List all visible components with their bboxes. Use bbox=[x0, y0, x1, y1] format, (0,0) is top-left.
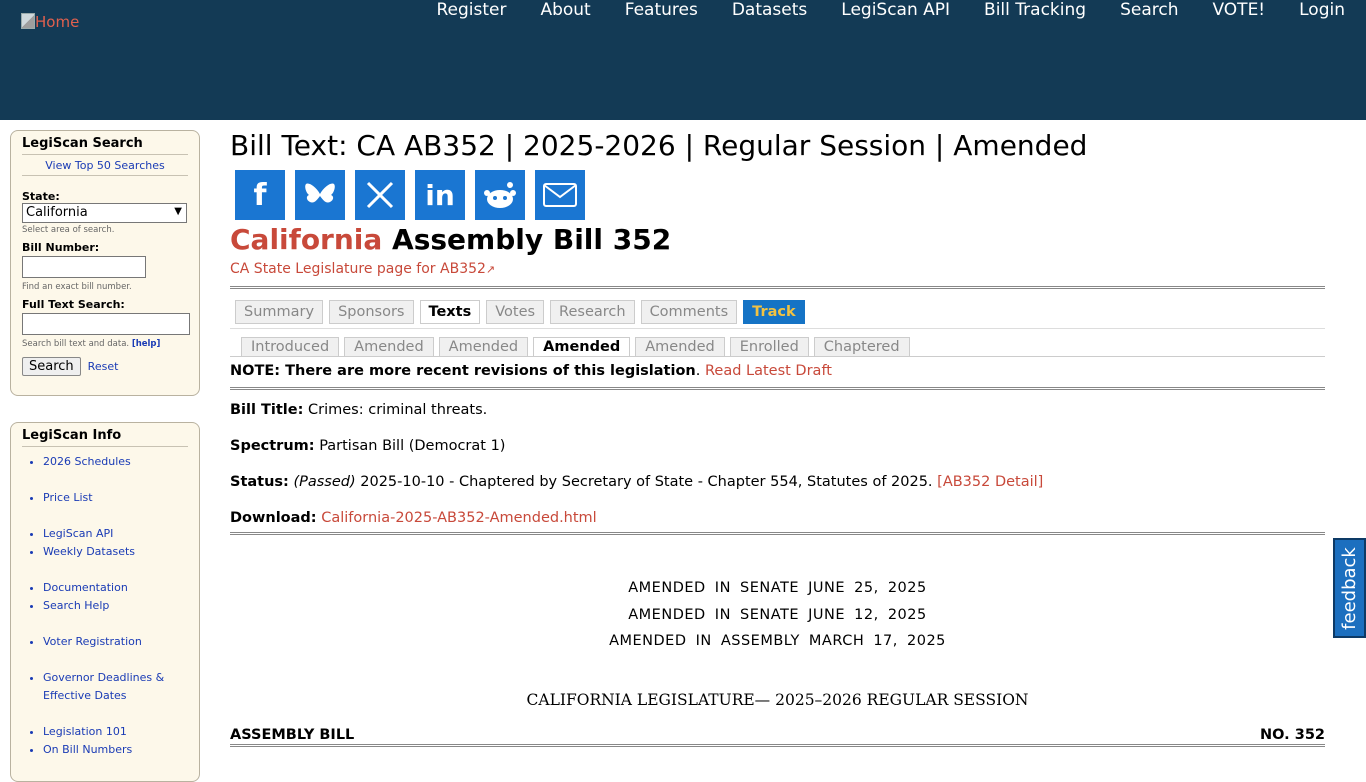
subtab-amended-2[interactable]: Amended bbox=[439, 337, 528, 356]
tab-sponsors[interactable]: Sponsors bbox=[329, 300, 413, 324]
nav-vote[interactable]: VOTE! bbox=[1212, 0, 1266, 20]
text-version-tabs bbox=[230, 337, 1325, 356]
divider bbox=[230, 286, 1325, 289]
subtab-amended-3[interactable]: Amended bbox=[533, 337, 630, 356]
amended-line: AMENDED IN SENATE JUNE 12, 2025 bbox=[628, 606, 927, 623]
bill-state-name: California bbox=[230, 223, 383, 256]
info-box-title: LegiScan Info bbox=[22, 423, 188, 447]
note-text: NOTE: There are more recent revisions of this legislation bbox=[230, 363, 696, 379]
list-item[interactable]: • Price List bbox=[43, 489, 199, 507]
subtab-enrolled[interactable]: Enrolled bbox=[730, 337, 809, 356]
home-logo-alt: Home bbox=[35, 13, 80, 31]
subtab-chaptered[interactable]: Chaptered bbox=[814, 337, 910, 356]
nav-about[interactable]: About bbox=[540, 0, 591, 20]
state-hint: Select area of search. bbox=[22, 225, 115, 235]
download-link[interactable]: California-2025-AB352-Amended.html bbox=[321, 510, 597, 526]
state-label: State: bbox=[22, 190, 60, 203]
divider bbox=[230, 532, 1325, 535]
status-value: 2025-10-10 - Chaptered by Secretary of State - Chapter 554, Statutes of 2025. bbox=[360, 474, 933, 490]
bill-number-label: NO. 352 bbox=[1260, 726, 1325, 743]
list-item[interactable]: • Governor Deadlines & Effective Dates bbox=[43, 669, 199, 705]
tab-track[interactable]: Track bbox=[743, 300, 804, 324]
external-link-icon: ↗ bbox=[485, 263, 496, 276]
tab-comments[interactable]: Comments bbox=[641, 300, 738, 324]
info-list bbox=[11, 453, 199, 759]
status-line: Status: (Passed) 2025-10-10 - Chaptered by Secretary of State - Chapter 554, Statutes of 2025. [AB352 Detail] bbox=[230, 474, 1044, 490]
list-item[interactable]: • Documentation bbox=[43, 579, 199, 597]
nav-login[interactable]: Login bbox=[1299, 0, 1345, 20]
search-box-title: LegiScan Search bbox=[22, 131, 188, 155]
bluesky-icon[interactable] bbox=[295, 170, 345, 220]
state-legislature-link[interactable]: CA State Legislature page for AB352↗ bbox=[230, 261, 496, 277]
spectrum-line: Spectrum: Partisan Bill (Democrat 1) bbox=[230, 438, 506, 454]
list-item[interactable]: • Voter Registration bbox=[43, 633, 199, 651]
session-heading: CALIFORNIA LEGISLATURE— 2025–2026 REGULAR SESSION bbox=[526, 690, 1029, 709]
read-latest-draft-link[interactable]: Read Latest Draft bbox=[704, 363, 832, 379]
legiscan-search-box bbox=[10, 130, 200, 396]
revision-note: NOTE: There are more recent revisions of this legislation. Read Latest Draft bbox=[230, 363, 832, 379]
download-line: Download: California-2025-AB352-Amended.html bbox=[230, 510, 597, 526]
nav-register[interactable]: Register bbox=[436, 0, 507, 20]
subtab-introduced[interactable]: Introduced bbox=[241, 337, 339, 356]
amended-line: AMENDED IN SENATE JUNE 25, 2025 bbox=[628, 580, 927, 596]
assembly-bill-label: ASSEMBLY BILL bbox=[230, 726, 355, 743]
email-icon[interactable] bbox=[535, 170, 585, 220]
bill-title-line: Bill Title: Crimes: criminal threats. bbox=[230, 402, 488, 418]
state-select-value: California bbox=[26, 205, 88, 220]
tab-summary[interactable]: Summary bbox=[235, 300, 323, 324]
nav-search[interactable]: Search bbox=[1120, 0, 1179, 20]
help-link[interactable]: [help] bbox=[131, 339, 161, 349]
site-header bbox=[0, 0, 1366, 120]
divider bbox=[230, 356, 1325, 357]
list-item[interactable]: • Legislation 101 bbox=[43, 723, 199, 741]
share-row bbox=[230, 170, 1325, 220]
home-logo-link[interactable] bbox=[21, 13, 79, 31]
full-text-hint: Search bill text and data. bbox=[22, 339, 130, 349]
bill-heading bbox=[230, 223, 1325, 257]
top-nav bbox=[419, 0, 1362, 20]
bill-number-row bbox=[230, 727, 1325, 743]
subtab-amended-1[interactable]: Amended bbox=[344, 337, 433, 356]
amended-line: AMENDED IN ASSEMBLY MARCH 17, 2025 bbox=[609, 633, 946, 649]
top50-link[interactable]: View Top 50 Searches bbox=[22, 159, 188, 176]
list-item[interactable]: • Search Help bbox=[43, 597, 199, 615]
list-item[interactable]: • 2026 Schedules bbox=[43, 453, 199, 471]
bill-number-input[interactable] bbox=[22, 256, 146, 278]
feedback-tab[interactable] bbox=[1333, 538, 1366, 638]
list-item[interactable]: • Weekly Datasets bbox=[43, 543, 199, 561]
divider bbox=[230, 328, 1325, 329]
nav-legiscan-api[interactable]: LegiScan API bbox=[841, 0, 951, 20]
legiscan-info-box bbox=[10, 422, 200, 782]
list-item[interactable]: • On Bill Numbers bbox=[43, 741, 199, 759]
divider bbox=[230, 744, 1325, 747]
reset-link[interactable]: Reset bbox=[87, 360, 119, 373]
facebook-icon[interactable]: f bbox=[235, 170, 285, 220]
spectrum-value: Partisan Bill (Democrat 1) bbox=[319, 438, 506, 454]
bill-detail-link[interactable]: [AB352 Detail] bbox=[937, 474, 1044, 490]
x-icon[interactable] bbox=[355, 170, 405, 220]
tab-votes[interactable]: Votes bbox=[486, 300, 544, 324]
subtab-amended-4[interactable]: Amended bbox=[635, 337, 724, 356]
status-passed: (Passed) bbox=[293, 474, 356, 490]
feedback-label: feedback bbox=[1339, 546, 1360, 630]
search-button[interactable]: Search bbox=[22, 357, 81, 376]
nav-datasets[interactable]: Datasets bbox=[731, 0, 808, 20]
tab-research[interactable]: Research bbox=[550, 300, 635, 324]
reddit-icon[interactable] bbox=[475, 170, 525, 220]
bill-tabs bbox=[230, 300, 1325, 324]
state-select[interactable] bbox=[22, 203, 187, 223]
bill-title-value: Crimes: criminal threats. bbox=[308, 402, 488, 418]
full-text-label: Full Text Search: bbox=[22, 298, 125, 311]
linkedin-icon[interactable]: in bbox=[415, 170, 465, 220]
bill-number-hint: Find an exact bill number. bbox=[22, 282, 132, 292]
bill-text bbox=[230, 575, 1325, 747]
nav-bill-tracking[interactable]: Bill Tracking bbox=[984, 0, 1087, 20]
bill-number-label: Bill Number: bbox=[22, 241, 100, 254]
bill-name: Assembly Bill 352 bbox=[392, 223, 672, 256]
list-item[interactable]: • LegiScan API bbox=[43, 525, 199, 543]
main-content bbox=[230, 128, 1325, 747]
chevron-down-icon: ▼ bbox=[174, 206, 182, 217]
tab-texts[interactable]: Texts bbox=[420, 300, 481, 324]
full-text-input[interactable] bbox=[22, 313, 190, 335]
nav-features[interactable]: Features bbox=[624, 0, 698, 20]
bill-info bbox=[230, 390, 1325, 530]
page-title: Bill Text: CA AB352 | 2025-2026 | Regular Session | Amended bbox=[230, 129, 1088, 162]
broken-image-icon bbox=[21, 13, 35, 29]
